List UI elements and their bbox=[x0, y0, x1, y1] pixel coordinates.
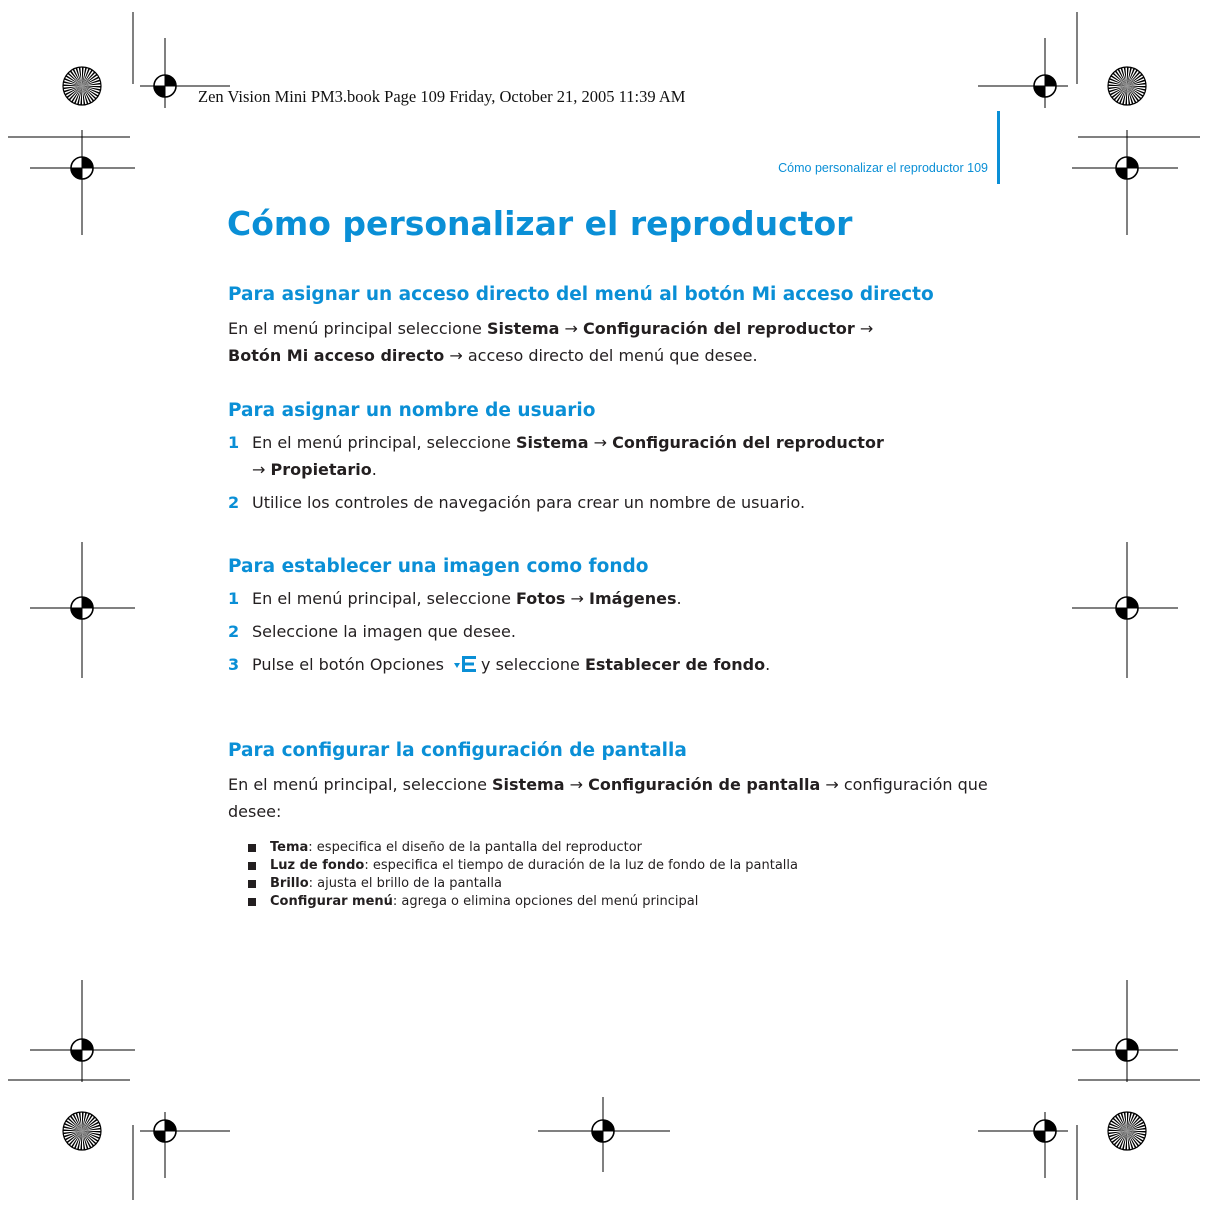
step-list bbox=[228, 429, 1018, 516]
section-wallpaper bbox=[228, 556, 1018, 684]
starburst-target-icon bbox=[1108, 1112, 1146, 1150]
list-item: Luz de fondo: especifica el tiempo de duración de la luz de fondo de la pantalla bbox=[248, 857, 1018, 875]
running-head-rule bbox=[997, 111, 1000, 184]
section-shortcut bbox=[228, 284, 1018, 369]
section-heading: Para establecer una imagen como fondo bbox=[228, 556, 649, 577]
step-item: 1 En el menú principal, seleccione Sistema → Configuración del reproductor → Propietario. bbox=[228, 433, 884, 479]
step-item: 2 Seleccione la imagen que desee. bbox=[228, 622, 516, 641]
starburst-target-icon bbox=[1108, 67, 1146, 105]
section-heading: Para asignar un acceso directo del menú al botón Mi acceso directo bbox=[228, 284, 934, 305]
page-title: Cómo personalizar el reproductor bbox=[227, 204, 853, 243]
step-list bbox=[228, 585, 1018, 678]
bullet-square-icon bbox=[248, 898, 256, 906]
bullet-square-icon bbox=[248, 862, 256, 870]
options-icon bbox=[453, 655, 477, 673]
list-item: Brillo: ajusta el brillo de la pantalla bbox=[248, 875, 1018, 893]
paragraph: En el menú principal seleccione Sistema → Configuración del reproductor → Botón Mi acceso directo → acceso directo del menú que desee. bbox=[228, 319, 874, 365]
list-item: Tema: especifica el diseño de la pantalla del reproductor bbox=[248, 839, 1018, 857]
list-item: Configurar menú: agrega o elimina opciones del menú principal bbox=[248, 893, 1018, 911]
paragraph: En el menú principal, seleccione Sistema → Configuración de pantalla → configuración que desee: bbox=[228, 775, 988, 821]
starburst-target-icon bbox=[63, 67, 101, 105]
bullet-square-icon bbox=[248, 880, 256, 888]
section-display bbox=[228, 740, 1018, 911]
bullet-square-icon bbox=[248, 844, 256, 852]
section-username bbox=[228, 400, 1018, 522]
bullet-list bbox=[248, 839, 1018, 911]
running-head: Cómo personalizar el reproductor 109 bbox=[778, 161, 988, 175]
section-heading: Para configurar la configuración de pantalla bbox=[228, 740, 687, 761]
step-item: 1 En el menú principal, seleccione Fotos → Imágenes. bbox=[228, 589, 682, 608]
starburst-target-icon bbox=[63, 1112, 101, 1150]
step-item: 3 Pulse el botón Opciones y seleccione Establecer de fondo. bbox=[228, 655, 771, 674]
step-item: 2 Utilice los controles de navegación para crear un nombre de usuario. bbox=[228, 493, 806, 512]
book-slug: Zen Vision Mini PM3.book Page 109 Friday, October 21, 2005 11:39 AM bbox=[198, 87, 686, 106]
section-heading: Para asignar un nombre de usuario bbox=[228, 400, 596, 421]
